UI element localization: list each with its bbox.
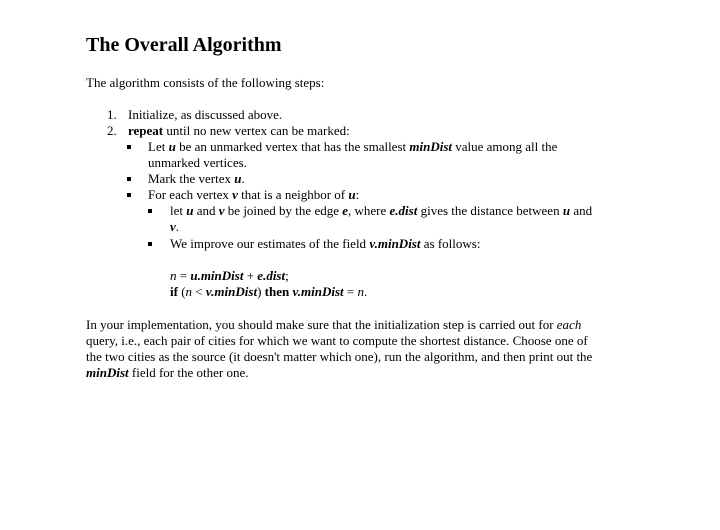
bullet-icon	[127, 177, 131, 181]
subsub-bullet-1-line-2: v.	[170, 219, 180, 234]
page-title: The Overall Algorithm	[86, 34, 282, 56]
sub-bullet-3: For each vertex v that is a neighbor of u:	[148, 187, 360, 202]
step-2-number: 2.	[107, 123, 117, 138]
step-2-text: repeat until no new vertex can be marked:	[128, 123, 350, 138]
sub-bullet-1-line-1: Let u be an unmarked vertex that has the smallest minDist value among all the	[148, 139, 558, 154]
step-1-number: 1.	[107, 107, 117, 122]
closing-line-3: the two cities as the source (it doesn't matter which one), run the algorithm, and then print out the	[86, 349, 593, 364]
bullet-icon	[148, 242, 152, 246]
step-1-text: Initialize, as discussed above.	[128, 107, 283, 122]
update-condition-line: if (n < v.minDist) then v.minDist = n.	[170, 284, 368, 299]
subsub-bullet-2: We improve our estimates of the field v.minDist as follows:	[170, 236, 481, 251]
closing-line-2: query, i.e., each pair of cities for which we want to compute the shortest distance. Choose one of	[86, 333, 588, 348]
closing-line-4: minDist field for the other one.	[86, 365, 249, 380]
bullet-icon	[127, 145, 131, 149]
repeat-keyword: repeat	[128, 123, 164, 138]
intro-paragraph: The algorithm consists of the following steps:	[86, 75, 325, 90]
mindist-term: minDist	[409, 139, 452, 154]
sub-bullet-1-line-2: unmarked vertices.	[148, 155, 247, 170]
sub-bullet-2: Mark the vertex u.	[148, 171, 245, 186]
bullet-icon	[127, 193, 131, 197]
bullet-icon	[148, 209, 152, 213]
closing-line-1: In your implementation, you should make sure that the initialization step is carried out for each	[86, 317, 582, 332]
update-formula-line: n = u.minDist + e.dist;	[170, 268, 289, 283]
subsub-bullet-1-line-1: let u and v be joined by the edge e, where e.dist gives the distance between u and	[170, 203, 593, 218]
